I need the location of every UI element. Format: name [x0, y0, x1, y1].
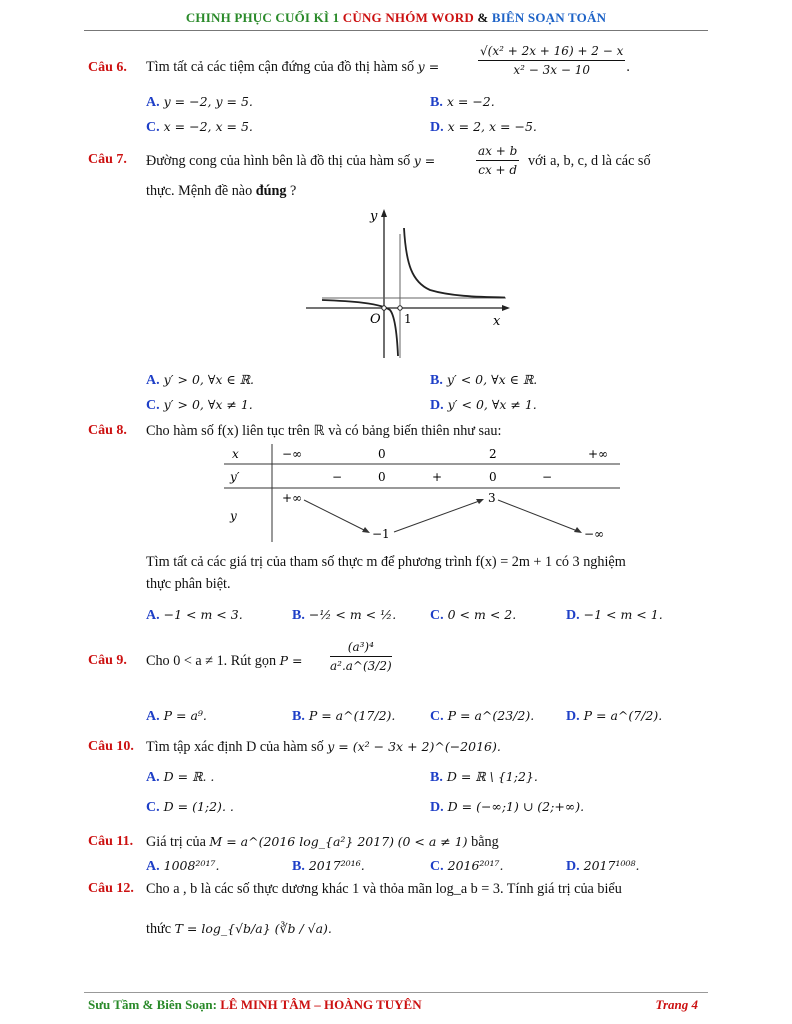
header-part1: CHINH PHỤC CUỐI KÌ 1	[185, 10, 340, 25]
q12-formula: T = log_{√b/a} (∛b / √a).	[174, 921, 332, 936]
q11-text: Giá trị của M = a^(2016 log_{a²} 2017) (0 < a ≠ 1) bằng	[146, 834, 499, 850]
q8-line3: thực phân biệt.	[146, 576, 231, 592]
q6-stem: Tìm tất cả các tiệm cận đứng của đồ thị hàm số	[146, 59, 415, 75]
table-x-val-3: +∞	[588, 447, 609, 461]
q6-fraction	[478, 44, 625, 77]
header-part3: BIÊN SOẠN TOÁN	[491, 10, 607, 25]
q6-lhs: y =	[417, 59, 440, 74]
graph-y-arrow	[381, 209, 387, 217]
q9-text: Cho 0 < a ≠ 1. Rút gọn P =	[146, 653, 303, 669]
q6-option-b[interactable]: B. x = −2.	[430, 94, 495, 110]
q7-option-c[interactable]: C. y′ > 0, ∀x ≠ 1.	[146, 397, 253, 413]
table-x-label: x	[232, 447, 239, 461]
q7-option-d[interactable]: D. y′ < 0, ∀x ≠ 1.	[430, 397, 537, 413]
table-y-val-0: +∞	[282, 491, 303, 505]
table-yp-val-2: +	[432, 470, 443, 484]
q6-period: .	[626, 60, 631, 75]
q10-option-c[interactable]: C. D = (1;2). .	[146, 799, 234, 815]
header-divider	[84, 30, 708, 31]
q6-label: Câu 6.	[88, 60, 127, 75]
q8-text: Cho hàm số f(x) liên tục trên ℝ và có bảng biến thiên như sau:	[146, 423, 502, 439]
q9-numerator: (a³)⁴	[330, 640, 392, 657]
q6-option-a[interactable]: A. y = −2, y = 5.	[146, 94, 253, 110]
q11-formula: M = a^(2016 log_{a²} 2017)	[209, 834, 395, 849]
table-x-val-2: 2	[489, 447, 497, 461]
q12-label: Câu 12.	[88, 881, 134, 896]
table-arrow-3	[498, 500, 580, 532]
q9-label: Câu 9.	[88, 653, 127, 668]
q10-formula: y = (x² − 3x + 2)^(−2016).	[327, 739, 501, 754]
graph-x-label: x	[493, 314, 501, 329]
q7-fraction	[476, 144, 519, 177]
table-x-val-1: 0	[378, 447, 386, 461]
q7-text-after: với a, b, c, d là các số	[528, 153, 651, 169]
q8-label: Câu 8.	[88, 423, 127, 438]
page-footer	[88, 997, 698, 1013]
graph-origin-label: O	[370, 312, 381, 327]
graph-origin-point	[382, 306, 386, 310]
q10-text: Tìm tập xác định D của hàm số y = (x² − 3x + 2)^(−2016).	[146, 739, 501, 755]
q11-label: Câu 11.	[88, 834, 134, 849]
table-yp-val-0: −	[332, 470, 343, 484]
q8-variation-table	[222, 442, 622, 546]
q7-option-a[interactable]: A. y′ > 0, ∀x ∈ ℝ.	[146, 372, 254, 388]
q9-option-a[interactable]: A. P = a⁹.	[146, 708, 207, 724]
q7-stem: Đường cong của hình bên là đồ thị của hàm số	[146, 153, 411, 169]
footer-divider	[84, 992, 708, 993]
table-y-val-2: 3	[488, 491, 496, 505]
header-amp: &	[477, 10, 489, 25]
q7-line2: thực. Mệnh đề nào đúng ?	[146, 183, 297, 199]
graph-y-label: y	[370, 209, 378, 224]
table-y-val-1: −1	[372, 527, 390, 541]
graph-tick-label: 1	[404, 312, 412, 326]
table-yp-val-1: 0	[378, 470, 386, 484]
graph-x-arrow	[502, 305, 510, 311]
table-arrow-2	[394, 500, 482, 532]
q11-option-d[interactable]: D. 2017¹⁰⁰⁸.	[566, 858, 640, 874]
graph-curve-right	[404, 228, 505, 298]
q7-lhs: y =	[413, 153, 436, 168]
q10-option-d[interactable]: D. D = (−∞;1) ∪ (2;+∞).	[430, 799, 585, 815]
q11-option-c[interactable]: C. 2016²⁰¹⁷.	[430, 858, 504, 874]
q7-option-b[interactable]: B. y′ < 0, ∀x ∈ ℝ.	[430, 372, 538, 388]
graph-tick-point	[398, 306, 402, 310]
q9-denominator: a².a^(3/2)	[330, 659, 392, 673]
page-number: Trang 4	[655, 997, 698, 1012]
q7-denominator: cx + d	[478, 163, 518, 177]
q6-option-d[interactable]: D. x = 2, x = −5.	[430, 119, 537, 135]
q6-text	[146, 58, 439, 76]
q7-label: Câu 7.	[88, 152, 127, 167]
q6-denominator: x² − 3x − 10	[513, 63, 591, 77]
table-yp-val-4: −	[542, 470, 553, 484]
q8-option-c[interactable]: C. 0 < m < 2.	[430, 607, 517, 623]
table-yp-val-3: 0	[489, 470, 497, 484]
q6-option-c[interactable]: C. x = −2, x = 5.	[146, 119, 253, 135]
q10-option-b[interactable]: B. D = ℝ \ {1;2}.	[430, 769, 538, 785]
q11-option-b[interactable]: B. 2017²⁰¹⁶.	[292, 858, 365, 874]
q12-text: Cho a , b là các số thực dương khác 1 và thỏa mãn log_a b = 3. Tính giá trị của biểu	[146, 881, 622, 897]
table-y-val-3: −∞	[584, 527, 605, 541]
q8-option-b[interactable]: B. −½ < m < ½.	[292, 607, 397, 623]
q7-numerator: ax + b	[476, 144, 519, 161]
page-header	[0, 10, 792, 26]
footer-names: LÊ MINH TÂM – HOÀNG TUYÊN	[220, 997, 422, 1012]
table-arrow-1	[304, 500, 368, 532]
q10-option-a[interactable]: A. D = ℝ. .	[146, 769, 215, 785]
q7-graph	[300, 204, 514, 364]
q8-line2: Tìm tất cả các giá trị của tham số thực m để phương trình f(x) = 2m + 1 có 3 nghiệm	[146, 554, 626, 570]
q8-option-a[interactable]: A. −1 < m < 3.	[146, 607, 243, 623]
q12-line2: thức T = log_{√b/a} (∛b / √a).	[146, 921, 332, 937]
q6-numerator: √(x² + 2x + 16) + 2 − x	[478, 44, 625, 61]
q9-fraction	[330, 640, 392, 673]
table-yp-label: y′	[230, 470, 240, 484]
q11-option-a[interactable]: A. 1008²⁰¹⁷.	[146, 858, 220, 874]
q10-label: Câu 10.	[88, 739, 134, 754]
table-y-label: y	[230, 509, 237, 523]
table-x-val-0: −∞	[282, 447, 303, 461]
q9-option-d[interactable]: D. P = a^(7/2).	[566, 708, 663, 724]
q9-option-b[interactable]: B. P = a^(17/2).	[292, 708, 396, 724]
q9-option-c[interactable]: C. P = a^(23/2).	[430, 708, 535, 724]
header-part2: CÙNG NHÓM WORD	[342, 10, 474, 25]
q8-option-d[interactable]: D. −1 < m < 1.	[566, 607, 663, 623]
q7-text	[146, 152, 435, 170]
footer-label: Sưu Tầm & Biên Soạn:	[88, 997, 217, 1012]
